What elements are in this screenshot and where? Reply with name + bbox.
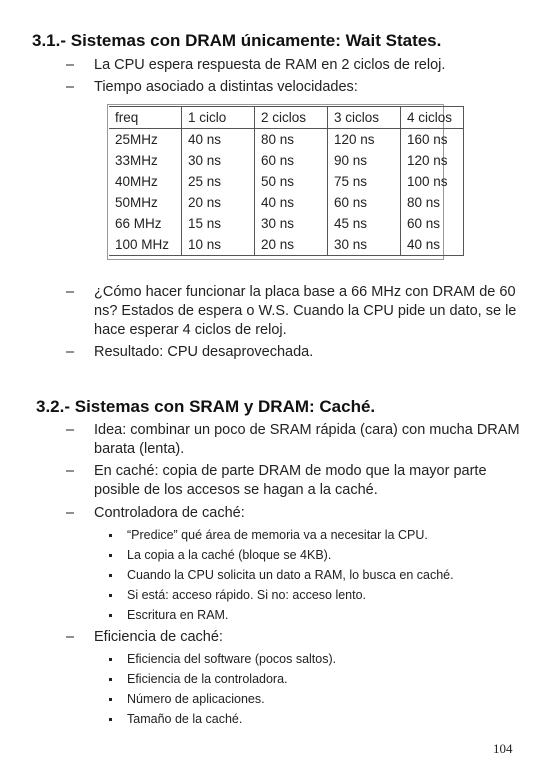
bullet-item — [109, 587, 366, 603]
list-item — [66, 56, 516, 75]
frequency-timing-table — [109, 106, 464, 256]
table-header-cell: 3 ciclos — [328, 107, 401, 129]
bullet-item — [109, 691, 265, 707]
table-cell: 160 ns — [407, 132, 448, 147]
page-number: 104 — [493, 741, 513, 756]
bullet-item — [109, 547, 331, 563]
table-cell: 50MHz — [109, 192, 182, 213]
dash-marker: – — [66, 79, 75, 95]
list-item — [66, 283, 521, 340]
bullet-dot-icon — [109, 718, 112, 721]
bullet-text: Cuando la CPU solicita un dato a RAM, lo busca en caché. — [127, 568, 454, 582]
table-cell: 80 ns — [407, 195, 441, 210]
list-item-text: Tiempo asociado a distintas velocidades: — [94, 79, 358, 95]
table-row — [109, 192, 464, 213]
list-item-text: ¿Cómo hacer funcionar la placa base a 66 MHz con DRAM de 60 ns? Estados de espera o W.S. Cuando la CPU pide un dato, se le hace esperar 4 ciclos de reloj. — [94, 284, 517, 338]
table-cell: 100 ns — [407, 174, 448, 189]
bullet-text: “Predice” qué área de memoria va a necesitar la CPU. — [127, 528, 428, 542]
bullet-dot-icon — [109, 594, 112, 597]
bullet-item — [109, 671, 288, 687]
table-cell: 15 ns — [182, 213, 255, 234]
table-cell: 75 ns — [328, 171, 401, 192]
table-header-cell: freq — [109, 107, 182, 129]
table-cell: 90 ns — [328, 150, 401, 171]
list-item-text: Resultado: CPU desaprovechada. — [94, 344, 314, 360]
section-heading-cache: 3.2.- Sistemas con SRAM y DRAM: Caché. — [36, 397, 376, 416]
section-heading-wait-states: 3.1.- Sistemas con DRAM únicamente: Wait States. — [32, 31, 442, 50]
bullet-dot-icon — [109, 678, 112, 681]
table-cell: 80 ns — [255, 129, 328, 151]
bullet-text: Eficiencia del software (pocos saltos). — [127, 652, 337, 666]
table-cell: 25MHz — [109, 129, 182, 151]
bullet-text: Número de aplicaciones. — [127, 692, 265, 706]
table-cell: 60 ns — [255, 150, 328, 171]
table-row — [109, 129, 464, 151]
bullet-dot-icon — [109, 534, 112, 537]
table-cell: 40 ns — [182, 129, 255, 151]
dash-marker: – — [66, 422, 75, 438]
table-cell: 10 ns — [182, 234, 255, 256]
list-item — [66, 628, 516, 647]
table-cell: 120 ns — [407, 153, 448, 168]
list-item — [66, 78, 516, 97]
bullet-item — [109, 651, 336, 667]
table-header-cell: 2 ciclos — [255, 107, 328, 129]
table-cell: 60 ns — [328, 192, 401, 213]
bullet-text: Eficiencia de la controladora. — [127, 672, 288, 686]
dash-marker: – — [66, 284, 75, 300]
dash-marker: – — [66, 344, 75, 360]
bullet-text: Escritura en RAM. — [127, 608, 229, 622]
table-cell: 120 ns — [328, 129, 401, 151]
table-cell: 100 MHz — [109, 234, 182, 256]
table-header-cell: 4 ciclos — [401, 107, 464, 129]
table-cell: 30 ns — [182, 150, 255, 171]
table-row — [109, 234, 464, 256]
table-cell: 40 ns — [407, 237, 441, 252]
bullet-dot-icon — [109, 614, 112, 617]
table-cell: 30 ns — [255, 213, 328, 234]
list-item — [66, 462, 521, 500]
table-cell: 25 ns — [182, 171, 255, 192]
table-header-cell: 1 ciclo — [182, 107, 255, 129]
bullet-dot-icon — [109, 658, 112, 661]
bullet-item — [109, 527, 428, 543]
dash-marker: – — [66, 505, 75, 521]
table-cell: 33MHz — [109, 150, 182, 171]
table-header-row — [109, 107, 464, 129]
bullet-item — [109, 567, 454, 583]
table-cell: 20 ns — [182, 192, 255, 213]
list-item — [66, 504, 516, 523]
list-item — [66, 421, 521, 459]
list-item — [66, 343, 516, 362]
bullet-item — [109, 607, 228, 623]
bullet-dot-icon — [109, 574, 112, 577]
table-cell: 30 ns — [328, 234, 401, 256]
list-item-text: Eficiencia de caché: — [94, 629, 223, 645]
bullet-text: La copia a la caché (bloque se 4KB). — [127, 548, 332, 562]
table-cell: 40 ns — [255, 192, 328, 213]
table-cell: 60 ns — [407, 216, 441, 231]
table-cell: 50 ns — [255, 171, 328, 192]
table-cell: 40MHz — [109, 171, 182, 192]
list-item-text: Controladora de caché: — [94, 505, 245, 521]
list-item-text: En caché: copia de parte DRAM de modo que la mayor parte posible de los accesos se hagan a la caché. — [94, 463, 487, 498]
table-cell: 20 ns — [255, 234, 328, 256]
dash-marker: – — [66, 57, 75, 73]
list-item-text: La CPU espera respuesta de RAM en 2 ciclos de reloj. — [94, 57, 446, 73]
list-item-text: Idea: combinar un poco de SRAM rápida (cara) con mucha DRAM barata (lenta). — [94, 422, 520, 457]
bullet-text: Si está: acceso rápido. Si no: acceso lento. — [127, 588, 367, 602]
bullet-dot-icon — [109, 698, 112, 701]
table-cell: 45 ns — [328, 213, 401, 234]
bullet-dot-icon — [109, 554, 112, 557]
table-row — [109, 171, 464, 192]
table-cell: 66 MHz — [109, 213, 182, 234]
dash-marker: – — [66, 463, 75, 479]
bullet-text: Tamaño de la caché. — [127, 712, 243, 726]
table-row — [109, 150, 464, 171]
dash-marker: – — [66, 629, 75, 645]
table-row — [109, 213, 464, 234]
bullet-item — [109, 711, 242, 727]
